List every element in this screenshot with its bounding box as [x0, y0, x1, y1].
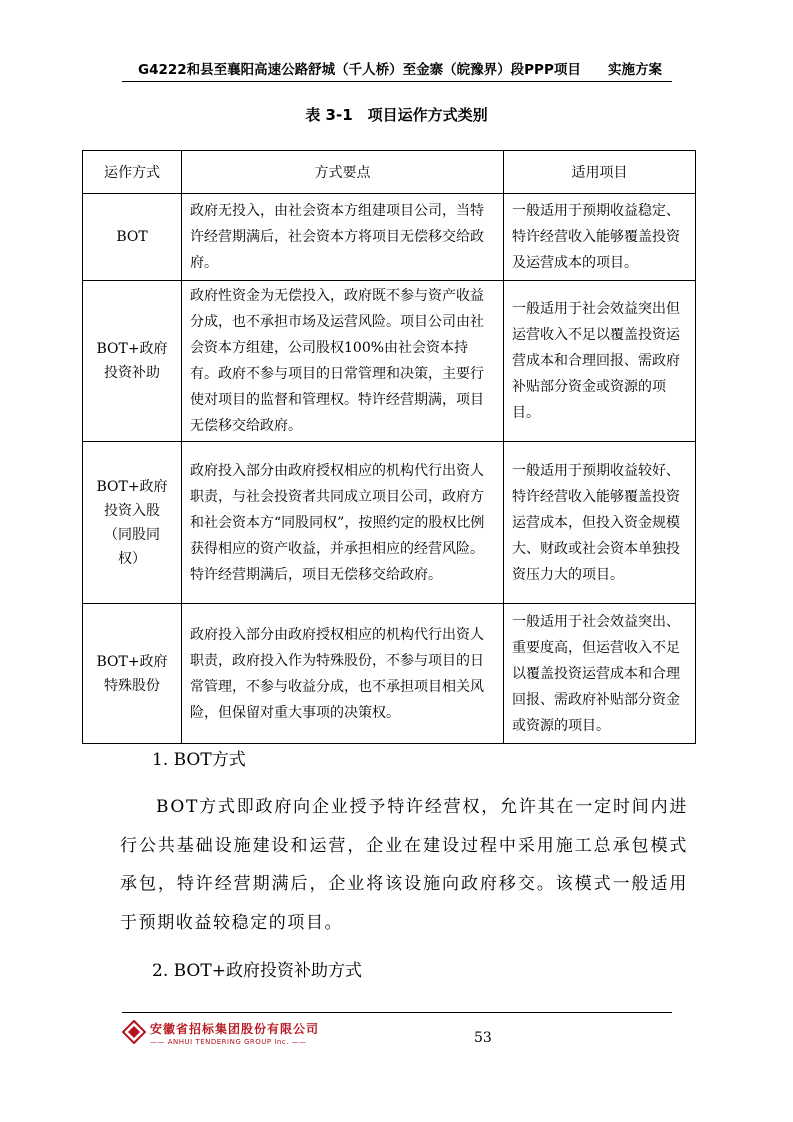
table-row	[83, 194, 696, 281]
section-heading-bot: 1. BOT方式	[152, 750, 246, 770]
points-cell: 政府投入部分由政府授权相应的机构代行出资人职责，政府投入作为特殊股份，不参与项目的日常管理，不参与收益分成，也不承担项目相关风险，但保留对重大事项的决策权。	[182, 604, 504, 744]
applicable-cell: 一般适用于社会效益突出但运营收入不足以覆盖投资运营成本和合理回报、需政府补贴部分资金或资源的项目。	[504, 281, 696, 442]
applicable-cell: 一般适用于社会效益突出、重要度高，但运营收入不足以覆盖投资运营成本和合理回报、需政府补贴部分资金或资源的项目。	[504, 604, 696, 744]
column-header-points: 方式要点	[182, 151, 504, 194]
table-row	[83, 442, 696, 604]
column-header-mode: 运作方式	[83, 151, 182, 194]
points-cell: 政府性资金为无偿投入，政府既不参与资产收益分成，也不承担市场及运营风险。项目公司由社会资本方组建，公司股权100%由社会资本持有。政府不参与项目的日常管理和决策，主要行使对项目的监督和管理权。特许经营期满，项目无偿移交给政府。	[182, 281, 504, 442]
project-title: G4222和县至襄阳高速公路舒城（千人桥）至金寨（皖豫界）段PPP项目	[138, 62, 581, 78]
page-header	[122, 52, 672, 82]
company-logo-icon	[122, 1020, 146, 1044]
page-number: 53	[474, 1030, 492, 1046]
operation-modes-table	[82, 150, 696, 744]
mode-cell: BOT	[83, 194, 182, 281]
document-type: 实施方案	[608, 62, 662, 78]
points-cell: 政府无投入，由社会资本方组建项目公司，当特许经营期满后，社会资本方将项目无偿移交给政府。	[182, 194, 504, 281]
footer-rule	[122, 1012, 672, 1013]
mode-cell: BOT+政府特殊股份	[83, 604, 182, 744]
table-row	[83, 604, 696, 744]
mode-cell: BOT+政府投资入股（同股同权）	[83, 442, 182, 604]
company-name: 安徽省招标集团股份有限公司	[150, 1022, 320, 1036]
points-cell: 政府投入部分由政府授权相应的机构代行出资人职责，与社会投资者共同成立项目公司，政府方和社会资本方“同股同权”，按照约定的股权比例获得相应的资产收益，并承担相应的经营风险。特许经营期满后，项目无偿移交给政府。	[182, 442, 504, 604]
column-header-applicable: 适用项目	[504, 151, 696, 194]
applicable-cell: 一般适用于预期收益较好、特许经营收入能够覆盖投资运营成本，但投入资金规模大、财政或社会资本单独投资压力大的项目。	[504, 442, 696, 604]
body-paragraph: BOT方式即政府向企业授予特许经营权，允许其在一定时间内进行公共基础设施建设和运营，企业在建设过程中采用施工总承包模式承包，特许经营期满后，企业将该设施向政府移交。该模式一般适用于预期收益较稳定的项目。	[120, 797, 688, 933]
table-row	[83, 281, 696, 442]
table-caption: 表 3-1 项目运作方式类别	[305, 106, 488, 124]
mode-cell: BOT+政府投资补助	[83, 281, 182, 442]
header-rule	[122, 81, 672, 82]
table-header-row	[83, 151, 696, 194]
page-footer	[122, 1012, 672, 1052]
applicable-cell: 一般适用于预期收益稳定、特许经营收入能够覆盖投资及运营成本的项目。	[504, 194, 696, 281]
section-heading-bot-subsidy: 2. BOT+政府投资补助方式	[152, 961, 362, 981]
company-name-english: —— ANHUI TENDERING GROUP Inc. ——	[150, 1038, 307, 1046]
